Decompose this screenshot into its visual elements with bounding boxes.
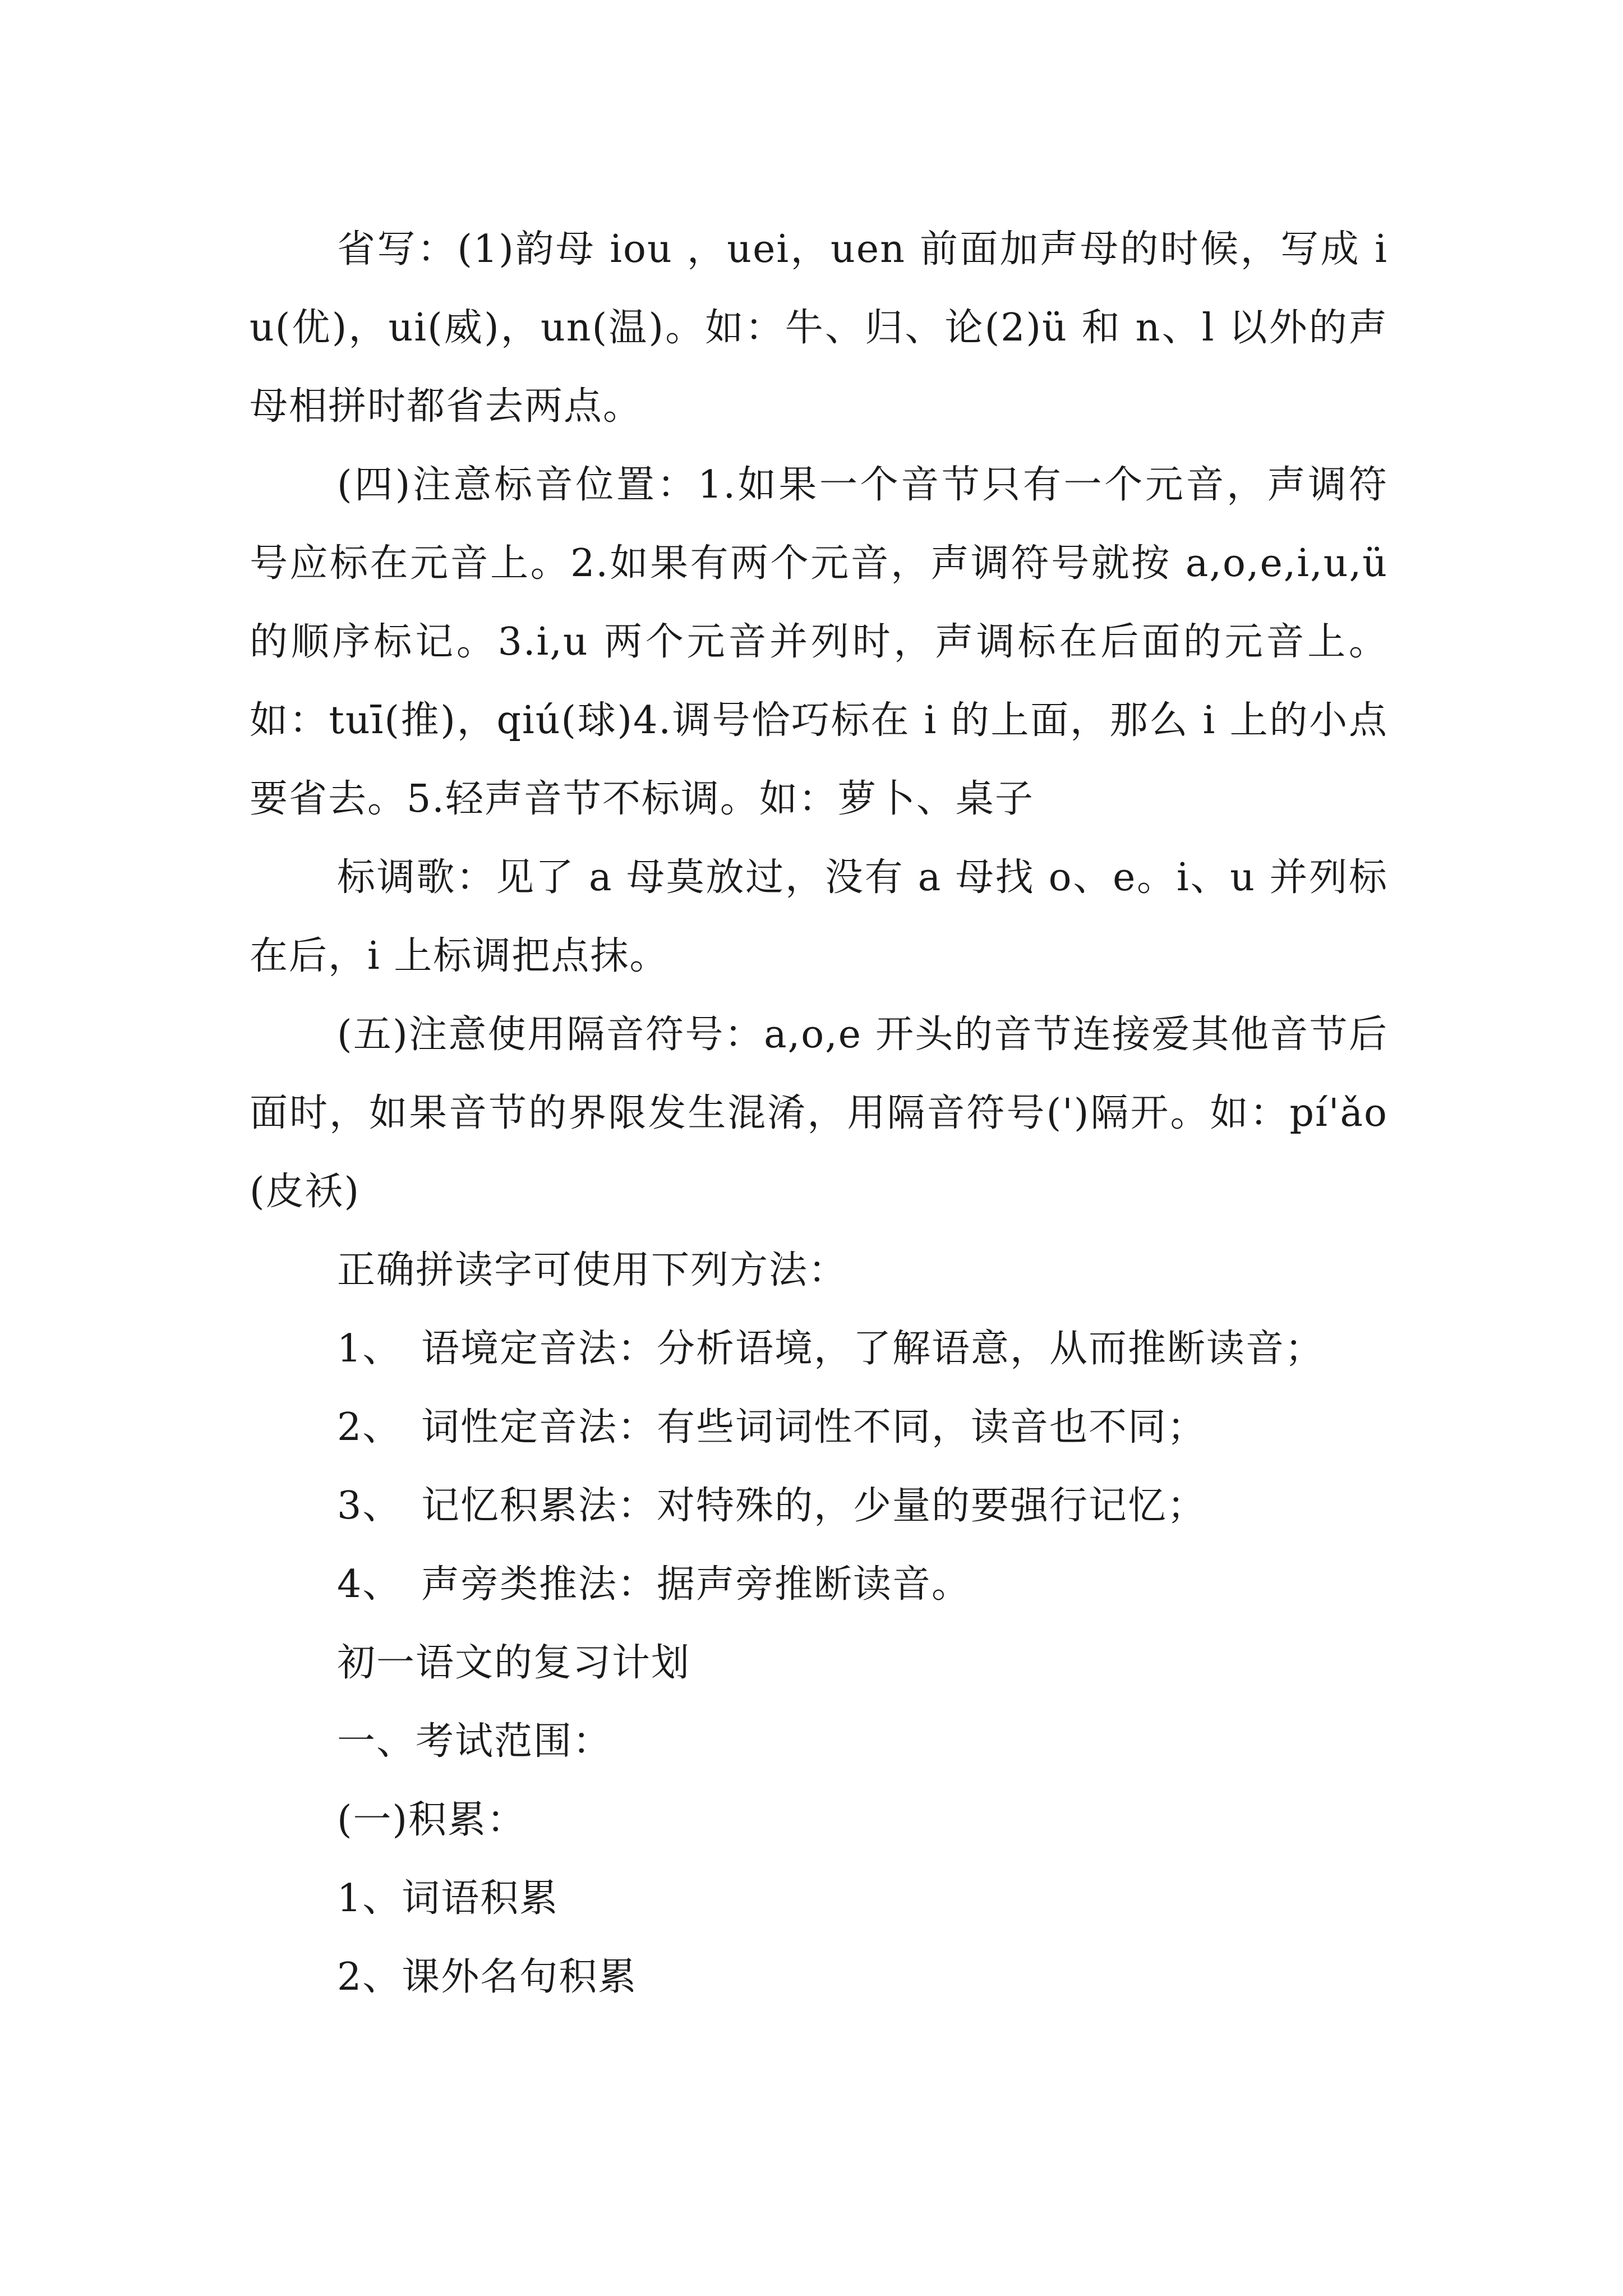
methods-list xyxy=(250,1310,1388,1624)
list-item-number: 4、 xyxy=(337,1562,402,1607)
list-item xyxy=(250,1310,1388,1388)
list-item xyxy=(250,1545,1388,1624)
paragraph-tone-song: 标调歌：见了 a 母莫放过，没有 a 母找 o、e。i、u 并列标在后，i 上标调把点抹。 xyxy=(250,855,1388,978)
list-item-number: 3、 xyxy=(337,1484,402,1528)
list-item-text: 语境定音法：分析语境，了解语意，从而推断读音； xyxy=(421,1327,1325,1371)
plan-item: 2、课外名句积累 xyxy=(337,1955,638,1999)
paragraph-syllable-separator: (五)注意使用隔音符号：a,o,e 开头的音节连接爱其他音节后面时，如果音节的界限发生混淆，用隔音符号(')隔开。如：pí'ǎo(皮袄) xyxy=(250,1013,1388,1214)
list-item-text: 词性定音法：有些词词性不同，读音也不同； xyxy=(421,1405,1207,1450)
list-item xyxy=(250,1467,1388,1545)
plan-item: 1、词语积累 xyxy=(337,1876,559,1921)
paragraph-abbreviation-rule: 省写：(1)韵母 iou ，uei，uen 前面加声母的时候，写成 iu(优)，ui(威)，un(温)。如：牛、归、论(2)ü 和 n、l 以外的声母相拼时都省去两点。 xyxy=(250,227,1388,429)
list-item-text: 记忆积累法：对特殊的，少量的要强行记忆； xyxy=(421,1484,1207,1528)
subsection-heading: (一)积累： xyxy=(337,1798,527,1842)
document-body xyxy=(250,210,1388,2017)
list-item-number: 1、 xyxy=(337,1327,402,1371)
list-item-text: 声旁类推法：据声旁推断读音。 xyxy=(421,1562,971,1607)
section-title: 初一语文的复习计划 xyxy=(337,1641,691,1685)
list-item xyxy=(250,1388,1388,1467)
section-heading: 一、考试范围： xyxy=(337,1719,612,1764)
paragraph-methods-intro: 正确拼读字可使用下列方法： xyxy=(337,1248,848,1292)
list-item-number: 2、 xyxy=(337,1405,402,1450)
paragraph-tone-mark-position: (四)注意标音位置：1.如果一个音节只有一个元音，声调符号应标在元音上。2.如果有两个元音，声调符号就按 a,o,e,i,u,ü 的顺序标记。3.i,u 两个元音并列时，声调标在后面的元音上。如：tuī(推)，qiú(球)4.调号恰巧标在 i 的上面，那么 i 上的小点要省去。5.轻声音节不标调。如：萝卜、桌子 xyxy=(250,463,1388,821)
